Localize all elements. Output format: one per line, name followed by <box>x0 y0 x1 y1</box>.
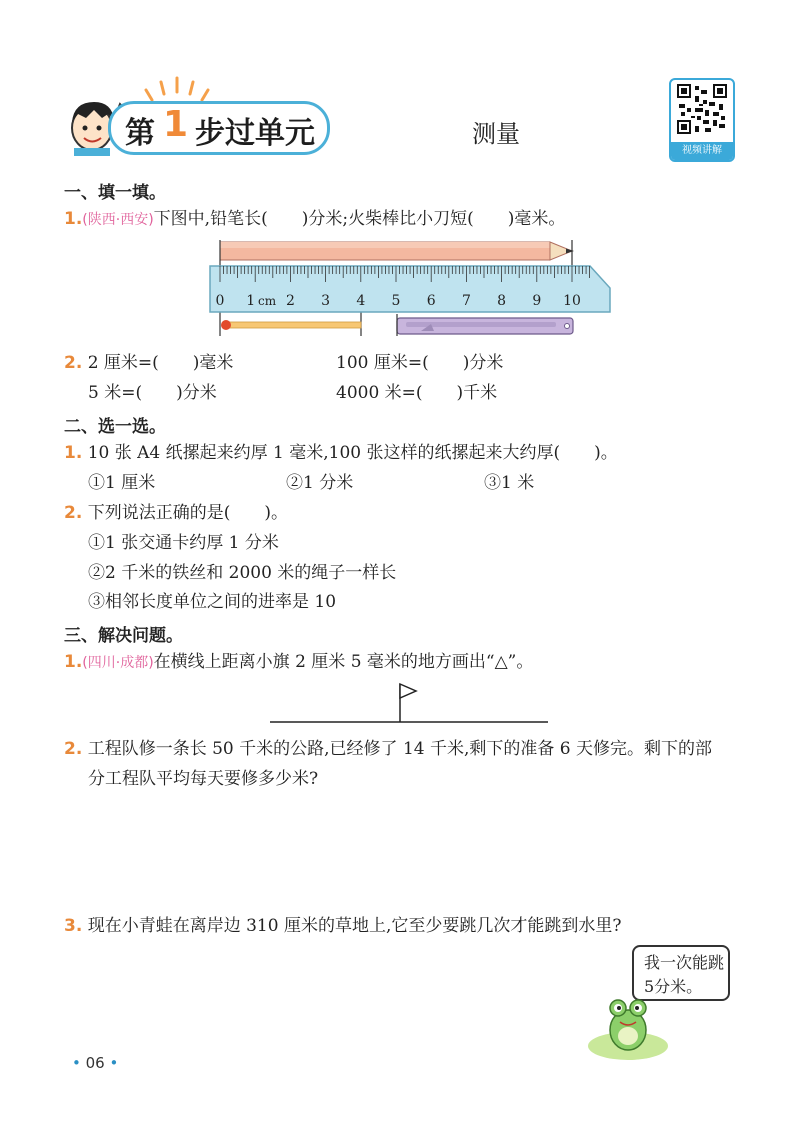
ruler-unit-label: cm <box>258 294 277 308</box>
fill-item-4: 4000 米=( )千米 <box>336 383 498 403</box>
flag-icon <box>400 684 416 698</box>
sun-rays-icon <box>142 74 212 104</box>
option-3: ③相邻长度单位之间的进率是 10 <box>88 592 337 612</box>
unit-suffix: 步过单元 <box>195 116 315 151</box>
ruler-figure <box>206 236 611 342</box>
option-2: ②2 千米的铁丝和 2000 米的绳子一样长 <box>88 563 397 583</box>
question-text: 下图中,铅笔长( )分米;火柴棒比小刀短( )毫米。 <box>153 209 566 229</box>
ruler-label: 3 <box>321 293 331 309</box>
pencil-icon <box>220 242 574 260</box>
question-number: 1. <box>64 209 83 229</box>
question-number: 2. <box>64 739 83 759</box>
question-number: 3. <box>64 916 83 936</box>
ruler-label: 7 <box>461 293 471 309</box>
page-number <box>72 1054 118 1072</box>
unit-number: 1 <box>163 104 189 145</box>
section3-q1 <box>64 651 533 674</box>
page-number-text: 06 <box>85 1054 105 1072</box>
option-3: ③1 米 <box>484 473 535 493</box>
question-number: 2. <box>64 503 83 523</box>
section3-q2-line2: 分工程队平均每天要修多少米? <box>88 769 319 789</box>
question-text: 现在小青蛙在离岸边 310 厘米的草地上,它至少要跳几次才能跳到水里? <box>87 916 622 936</box>
question-text: 工程队修一条长 50 千米的公路,已经修了 14 千米,剩下的准备 6 天修完。剩下的部 <box>87 739 713 759</box>
speech-line-2: 5分米。 <box>644 977 703 996</box>
section2-q2 <box>64 502 288 524</box>
section1-q2-row1 <box>64 352 233 374</box>
option-1: ①1 厘米 <box>88 473 156 493</box>
section2-title: 二、选一选。 <box>64 417 166 437</box>
option-1: ①1 张交通卡约厚 1 分米 <box>88 533 279 553</box>
speech-line-1: 我一次能跳 <box>644 953 725 972</box>
qr-label: 视频讲解 <box>671 142 733 160</box>
bullet-icon: • <box>72 1054 81 1072</box>
fill-item-1: 2 厘米=( )毫米 <box>87 353 234 373</box>
ruler-label: 1 <box>246 293 256 309</box>
question-text: 下列说法正确的是( )。 <box>87 503 288 523</box>
ruler-label: 9 <box>532 293 542 309</box>
ruler-label: 6 <box>426 293 436 309</box>
bullet-icon: • <box>109 1054 119 1072</box>
unit-prefix: 第 <box>125 116 155 151</box>
ruler-label: 0 <box>215 293 225 309</box>
section1-title: 一、填一填。 <box>64 183 166 203</box>
section3-title: 三、解决问题。 <box>64 626 183 646</box>
frog-icon <box>584 990 670 1062</box>
section2-q1 <box>64 442 618 464</box>
question-number: 1. <box>64 443 83 463</box>
ruler-label: 4 <box>356 293 366 309</box>
section1-q1 <box>64 208 565 231</box>
question-text: 10 张 A4 纸摞起来约厚 1 毫米,100 张这样的纸摞起来大约厚( )。 <box>87 443 618 463</box>
ruler-label: 5 <box>391 293 401 309</box>
knife-icon <box>397 318 573 334</box>
unit-banner <box>108 101 330 155</box>
fill-item-3: 5 米=( )分米 <box>88 383 217 403</box>
fill-item-2: 100 厘米=( )分米 <box>336 353 504 373</box>
matchstick-icon <box>221 320 361 330</box>
qr-code[interactable] <box>669 78 735 162</box>
question-source: (四川·成都) <box>82 655 154 671</box>
flag-line-figure <box>266 680 552 726</box>
section3-q2-line1 <box>64 738 712 760</box>
section3-q3 <box>64 915 621 937</box>
option-2: ②1 分米 <box>286 473 354 493</box>
question-text: 在横线上距离小旗 2 厘米 5 毫米的地方画出“△”。 <box>153 652 534 672</box>
qr-code-icon <box>677 84 727 134</box>
ruler-label: 10 <box>563 293 581 309</box>
question-number: 2. <box>64 353 83 373</box>
question-source: (陕西·西安) <box>82 212 154 228</box>
topic-title: 测量 <box>472 120 520 148</box>
ruler-label: 2 <box>285 293 295 309</box>
ruler-label: 8 <box>497 293 507 309</box>
question-number: 1. <box>64 652 83 672</box>
